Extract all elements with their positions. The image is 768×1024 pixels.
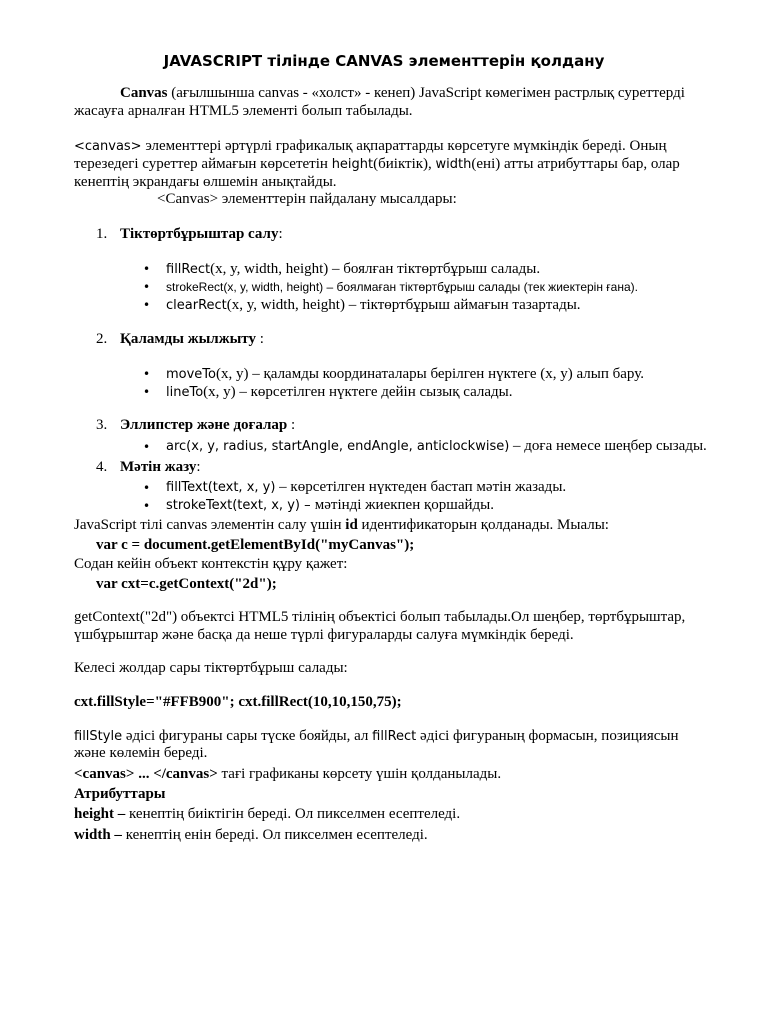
- context-line: Содан кейін объект контекстін құру қажет:: [74, 556, 348, 572]
- section-3-heading: [120, 416, 295, 434]
- canvas-open-tag: <canvas>: [74, 766, 135, 782]
- height-word: height: [331, 157, 374, 172]
- code-fill-rect: cxt.fillStyle="#FFB900"; cxt.fillRect(10,10,150,75);: [74, 694, 402, 710]
- id-line-text-b: идентификаторын қолданады. Мыалы:: [357, 517, 609, 533]
- item-code: strokeRect(x, y, width, height): [166, 280, 324, 294]
- item-code: arc(x, y, radius, startAngle, endAngle, anticlockwise): [166, 439, 510, 454]
- item-text: – боялмаған тіктөртбұрыш салады (тек жиектерін ғана).: [323, 280, 638, 294]
- bullet-icon: •: [143, 262, 151, 276]
- width-attribute-line: [74, 826, 428, 844]
- section-1-suffix: :: [278, 226, 283, 242]
- section-3-suffix: :: [287, 417, 296, 433]
- canvas-tag-line: [74, 765, 501, 783]
- item-text: (x, y, width, height) – боялған тіктөртбұрыш салады.: [210, 261, 541, 277]
- item-text: – көрсетілген нүктеден бастап мәтін жазады.: [275, 479, 567, 495]
- bullet-icon: •: [143, 385, 151, 399]
- list-item: [166, 365, 644, 384]
- intro-line-1: [120, 84, 685, 102]
- list-item: [166, 496, 494, 515]
- fillstyle-text-a: әдісі фигураны сары түске бояйды, ал: [122, 728, 373, 744]
- height-attribute-line: [74, 805, 460, 823]
- fillstyle-line-2: және көлемін береді.: [74, 745, 208, 761]
- getcontext-line-2: үшбұрыштар және басқа да неше түрлі фигураларды салуға мүмкіндік береді.: [74, 627, 574, 643]
- canvas-dots: ...: [134, 766, 154, 782]
- id-line-text-a: JavaScript тілі canvas элементін салу үшін: [74, 517, 346, 533]
- list-item: [166, 437, 707, 456]
- list-item: [166, 296, 581, 315]
- code-get-element: var c = document.getElementById("myCanvas");: [96, 537, 415, 553]
- item-code: lineTo: [166, 385, 204, 400]
- item-text: (x, y) – қаламды координаталары берілген нүктеге (x, y) алып бару.: [216, 366, 644, 382]
- intro-text: (ағылшынша canvas - «холст» - кенеп) JavaScript көмегімен растрлық суреттерді: [167, 85, 685, 101]
- para2-text-2c: (ені) атты атрибуттары бар, олар: [471, 156, 680, 172]
- list-item: [166, 260, 540, 279]
- document-title: JAVASCRIPT тілінде CANVAS элементтерін қолдану: [163, 52, 605, 70]
- bullet-icon: •: [143, 280, 151, 294]
- id-keyword: id: [345, 517, 358, 533]
- para2-text-2a: терезедегі суреттер аймағын көрсететін: [74, 156, 332, 172]
- section-2-heading-text: Қаламды жылжыту: [120, 331, 256, 347]
- section-4-number: 4.: [96, 459, 108, 475]
- bullet-icon: •: [143, 440, 151, 454]
- width-word: width: [435, 157, 472, 172]
- item-text: (x, y, width, height) – тіктөртбұрыш аймағын тазартады.: [226, 297, 581, 313]
- intro-term: Canvas: [120, 85, 168, 101]
- section-3-number: 3.: [96, 417, 108, 433]
- section-4-suffix: :: [196, 459, 201, 475]
- fillrect-word: fillRect: [372, 729, 417, 744]
- section-1-heading-text: Тіктөртбұрыштар салу: [120, 226, 279, 242]
- id-line: [74, 516, 609, 534]
- section-1-heading: [120, 225, 283, 243]
- fillstyle-text-b: әдісі фигураның формасын, позициясын: [416, 728, 679, 744]
- item-text: (x, y) – көрсетілген нүктеге дейін сызық салады.: [203, 384, 513, 400]
- section-2-suffix: :: [255, 331, 264, 347]
- item-code: strokeText(text, x, y) –: [166, 498, 315, 513]
- list-item: [166, 383, 513, 402]
- bullet-icon: •: [143, 499, 151, 513]
- bullet-icon: •: [143, 481, 151, 495]
- para2-text-2b: (биіктік),: [373, 156, 436, 172]
- intro-line-2: жасауға арналған HTML5 элементі болып табылады.: [74, 103, 413, 119]
- item-code: fillText(text, x, y): [166, 480, 276, 495]
- width-description: кенептің енін береді. Ол пикселмен есептеледі.: [125, 827, 428, 843]
- section-4-heading-text: Мәтін жазу: [120, 459, 197, 475]
- item-code: moveTo: [166, 367, 216, 382]
- canvas-line-text: тағі графиканы көрсету үшін қолданылады.: [217, 766, 502, 782]
- height-term: height –: [74, 806, 130, 822]
- para2-text-1: элементтері әртүрлі графикалық ақпараттарды көрсетуге мүмкіндік береді. Оның: [141, 138, 667, 154]
- getcontext-line-1: getContext("2d") объектсі HTML5 тілінің объектісі болып табылады.Ол шеңбер, төртбұрыштар,: [74, 609, 686, 625]
- item-text: – доға немесе шеңбер сызады.: [509, 438, 707, 454]
- canvas-tag: <canvas>: [74, 139, 142, 154]
- fillstyle-word: fillStyle: [74, 729, 123, 744]
- section-1-number: 1.: [96, 226, 108, 242]
- item-code: clearRect: [166, 298, 227, 313]
- item-code: fillRect: [166, 262, 211, 277]
- height-description: кенептің биіктігін береді. Ол пикселмен есептеледі.: [129, 806, 461, 822]
- para2-line-2: [74, 155, 680, 174]
- next-lines-text: Келесі жолдар сары тіктөртбұрыш салады:: [74, 660, 348, 676]
- section-2-number: 2.: [96, 331, 108, 347]
- section-2-heading: [120, 330, 264, 348]
- code-get-context: var cxt=c.getContext("2d");: [96, 576, 277, 592]
- canvas-close-tag: </canvas>: [153, 766, 218, 782]
- section-4-heading: [120, 458, 201, 476]
- width-term: width –: [74, 827, 126, 843]
- examples-intro: <Canvas> элементтерін пайдалану мысалдары:: [157, 191, 457, 207]
- bullet-icon: •: [143, 298, 151, 312]
- para2-line-1: [74, 137, 666, 156]
- list-item: [166, 278, 638, 296]
- section-3-heading-text: Эллипстер және доғалар: [120, 417, 288, 433]
- attributes-heading: Атрибуттары: [74, 786, 166, 802]
- para2-line-3: кенептің экрандағы өлшемін анықтайды.: [74, 174, 337, 190]
- bullet-icon: •: [143, 367, 151, 381]
- item-text: мәтінді жиекпен қоршайды.: [314, 497, 494, 513]
- list-item: [166, 478, 566, 497]
